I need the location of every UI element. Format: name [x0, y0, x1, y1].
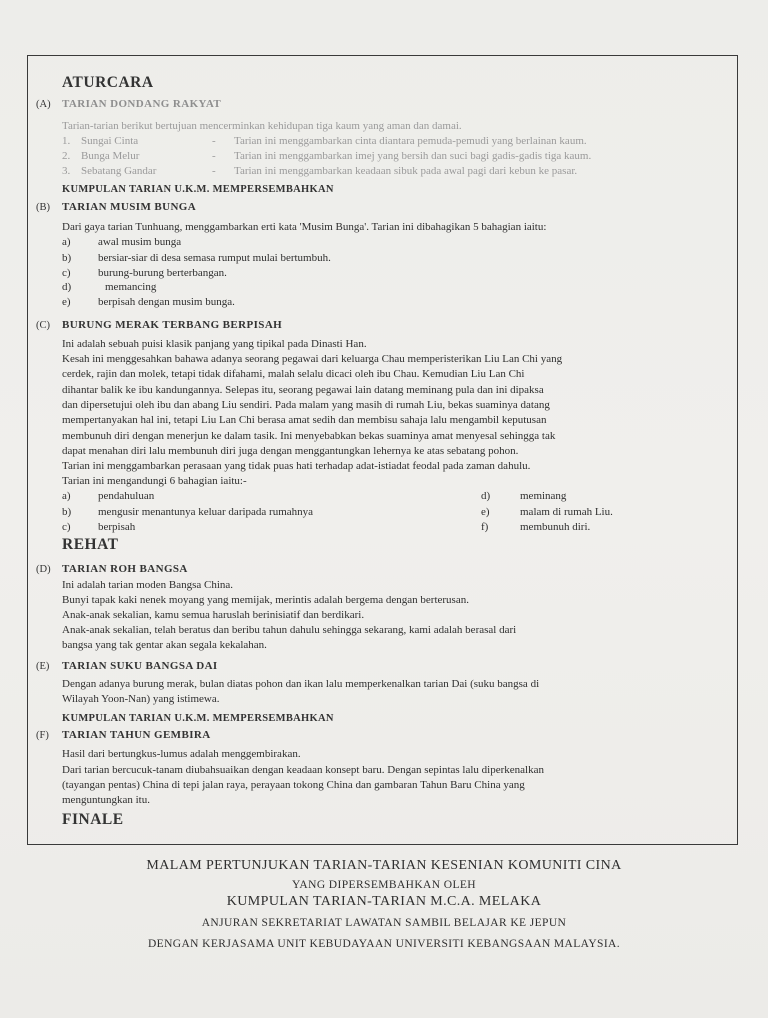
section-a-letter: (A)	[36, 99, 51, 110]
section-d-line: bangsa yang tak gentar akan segala kekalahan.	[62, 639, 267, 651]
footer-collaboration: DENGAN KERJASAMA UNIT KEBUDAYAAN UNIVERSITI KEBANGSAAN MALAYSIA.	[147, 938, 621, 950]
section-c-item-mark: e)	[481, 506, 490, 518]
section-e-title: TARIAN SUKU BANGSA DAI	[62, 660, 218, 672]
section-b-title: TARIAN MUSIM BUNGA	[62, 201, 197, 213]
section-c-line: membunuh diri dengan menerjun ke dalam tasik. Ini menyebabkan bekas suaminya amat menyesal sehingga tak	[62, 430, 556, 442]
section-a-intro: Tarian-tarian berikut bertujuan mencerminkan kehidupan tiga kaum yang aman dan damai.	[62, 120, 462, 132]
section-c-line: dan dipersetujui oleh ibu dan abang Liu sendiri. Pada malam yang masih di rumah Liu, bekas suaminya datang	[62, 399, 550, 411]
intermission-heading: REHAT	[62, 536, 119, 553]
section-f-line: Dari tarian bercucuk-tanam diubahsuaikan dengan keadaan konsept baru. Dengan sepintas lalu diperkenalkan	[62, 764, 544, 776]
section-a-item-name: Sebatang Gandar	[81, 165, 157, 177]
section-c-line: mempertanyakan hal ini, tetapi Liu Lan Chi berasa amat sedih dan membisu sahaja lalu mengambil keputusan	[62, 414, 547, 426]
section-b-intro: Dari gaya tarian Tunhuang, menggambarkan erti kata 'Musim Bunga'. Tarian ini dibahagikan 5 bahagian iaitu:	[62, 221, 547, 233]
section-c-item-mark: d)	[481, 490, 491, 502]
section-a-item-number: 3.	[62, 165, 71, 177]
section-d-title: TARIAN ROH BANGSA	[62, 563, 188, 575]
footer-presented-by: YANG DIPERSEMBAHKAN OLEH	[291, 879, 477, 891]
section-a-item-desc: Tarian ini menggambarkan keadaan sibuk pada awal pagi dari kebun ke pasar.	[234, 165, 578, 177]
section-e-line: Dengan adanya burung merak, bulan diatas pohon dan ikan lalu memperkenalkan tarian Dai (suku bangsa di	[62, 678, 540, 690]
section-c-item-mark: c)	[62, 521, 71, 533]
section-a-item-name: Sungai Cinta	[81, 135, 139, 147]
section-f-line: menguntungkan itu.	[62, 794, 150, 806]
section-c-line: Kesah ini menggesahkan bahawa adanya seorang pegawai dari keluarga Chau memperisterikan Liu Lan Chi yang	[62, 353, 563, 365]
presenter-heading: KUMPULAN TARIAN U.K.M. MEMPERSEMBAHKAN	[62, 713, 334, 724]
finale-heading: FINALE	[62, 811, 124, 828]
section-e-line: Wilayah Yoon-Nan) yang istimewa.	[62, 693, 220, 705]
section-a-item-dash: -	[212, 165, 216, 177]
section-c-item-text: meminang	[520, 490, 567, 502]
section-b-item-mark: e)	[62, 296, 71, 308]
section-a-item-number: 2.	[62, 150, 71, 162]
section-c-item-text: membunuh diri.	[520, 521, 591, 533]
section-c-line: dihantar balik ke ibu kandungannya. Selepas itu, seorang pegawai lain datang meminang pula dan ini dipaksa	[62, 384, 544, 396]
section-d-letter: (D)	[36, 564, 51, 575]
section-a-item-desc: Tarian ini menggambarkan cinta diantara pemuda-pemudi yang berlainan kaum.	[234, 135, 587, 147]
section-c-item-text: pendahuluan	[98, 490, 155, 502]
section-f-line: (tayangan pentas) China di tepi jalan raya, perayaan tokong China dan gambaran Tahun Baru China yang	[62, 779, 525, 791]
section-f-title: TARIAN TAHUN GEMBIRA	[62, 729, 211, 741]
section-b-item-mark: c)	[62, 267, 71, 279]
section-d-line: Anak-anak sekalian, kamu semua haruslah berinisiatif dan berdikari.	[62, 609, 365, 621]
section-c-line: Ini adalah sebuah puisi klasik panjang yang tipikal pada Dinasti Han.	[62, 338, 367, 350]
section-a-title: TARIAN DONDANG RAKYAT	[62, 98, 222, 110]
section-b-letter: (B)	[36, 202, 50, 213]
section-a-item-dash: -	[212, 135, 216, 147]
footer-organizer: ANJURAN SEKRETARIAT LAWATAN SAMBIL BELAJAR KE JEPUN	[201, 917, 567, 929]
section-a-item-desc: Tarian ini menggambarkan imej yang bersih dan suci bagi gadis-gadis tiga kaum.	[234, 150, 592, 162]
section-e-letter: (E)	[36, 661, 50, 672]
section-c-item-mark: f)	[481, 521, 489, 533]
presenter-heading: KUMPULAN TARIAN U.K.M. MEMPERSEMBAHKAN	[62, 184, 334, 195]
section-c-line: dapat menahan diri lalu membunuh diri juga dengan menggantungkan lehernya ke atas sebatang pohon.	[62, 445, 519, 457]
section-b-item-text: bersiar-siar di desa semasa rumput mulai bertumbuh.	[98, 252, 331, 264]
section-c-item-mark: b)	[62, 506, 72, 518]
section-c-item-mark: a)	[62, 490, 71, 502]
section-c-item-text: berpisah	[98, 521, 136, 533]
section-b-item-mark: b)	[62, 252, 72, 264]
section-b-item-text: memancing	[105, 281, 157, 293]
section-c-item-text: mengusir menantunya keluar daripada rumahnya	[98, 506, 314, 518]
section-d-line: Anak-anak sekalian, telah beratus dan beribu tahun dahulu sehingga sekarang, kami adalah berasal dari	[62, 624, 517, 636]
footer-event-title: MALAM PERTUNJUKAN TARIAN-TARIAN KESENIAN KOMUNITI CINA	[146, 858, 622, 873]
section-c-item-text: malam di rumah Liu.	[520, 506, 613, 518]
footer-group-name: KUMPULAN TARIAN-TARIAN M.C.A. MELAKA	[226, 894, 542, 909]
section-b-item-text: awal musim bunga	[98, 236, 182, 248]
section-d-line: Bunyi tapak kaki nenek moyang yang memijak, merintis adalah bergema dengan berterusan.	[62, 594, 469, 606]
section-c-line: Tarian ini mengandungi 6 bahagian iaitu:-	[62, 475, 247, 487]
section-a-item-dash: -	[212, 150, 216, 162]
program-heading: ATURCARA	[62, 74, 154, 91]
section-b-item-mark: d)	[62, 281, 72, 293]
section-c-line: cerdek, rajin dan molek, tetapi tidak difahami, malah selalu dicaci oleh ibu Chau. Kemudian Liu Lan Chi	[62, 368, 525, 380]
section-b-item-mark: a)	[62, 236, 71, 248]
section-a-item-number: 1.	[62, 135, 71, 147]
section-b-item-text: berpisah dengan musim bunga.	[98, 296, 235, 308]
section-c-title: BURUNG MERAK TERBANG BERPISAH	[62, 319, 283, 331]
section-b-item-text: burung-burung berterbangan.	[98, 267, 227, 279]
section-f-line: Hasil dari bertungkus-lumus adalah menggembirakan.	[62, 748, 301, 760]
section-f-letter: (F)	[36, 730, 49, 741]
section-c-letter: (C)	[36, 320, 50, 331]
section-d-line: Ini adalah tarian moden Bangsa China.	[62, 579, 234, 591]
section-c-line: Tarian ini menggambarkan perasaan yang tidak puas hati terhadap adat-istiadat feodal pada zaman dahulu.	[62, 460, 531, 472]
section-a-item-name: Bunga Melur	[81, 150, 140, 162]
